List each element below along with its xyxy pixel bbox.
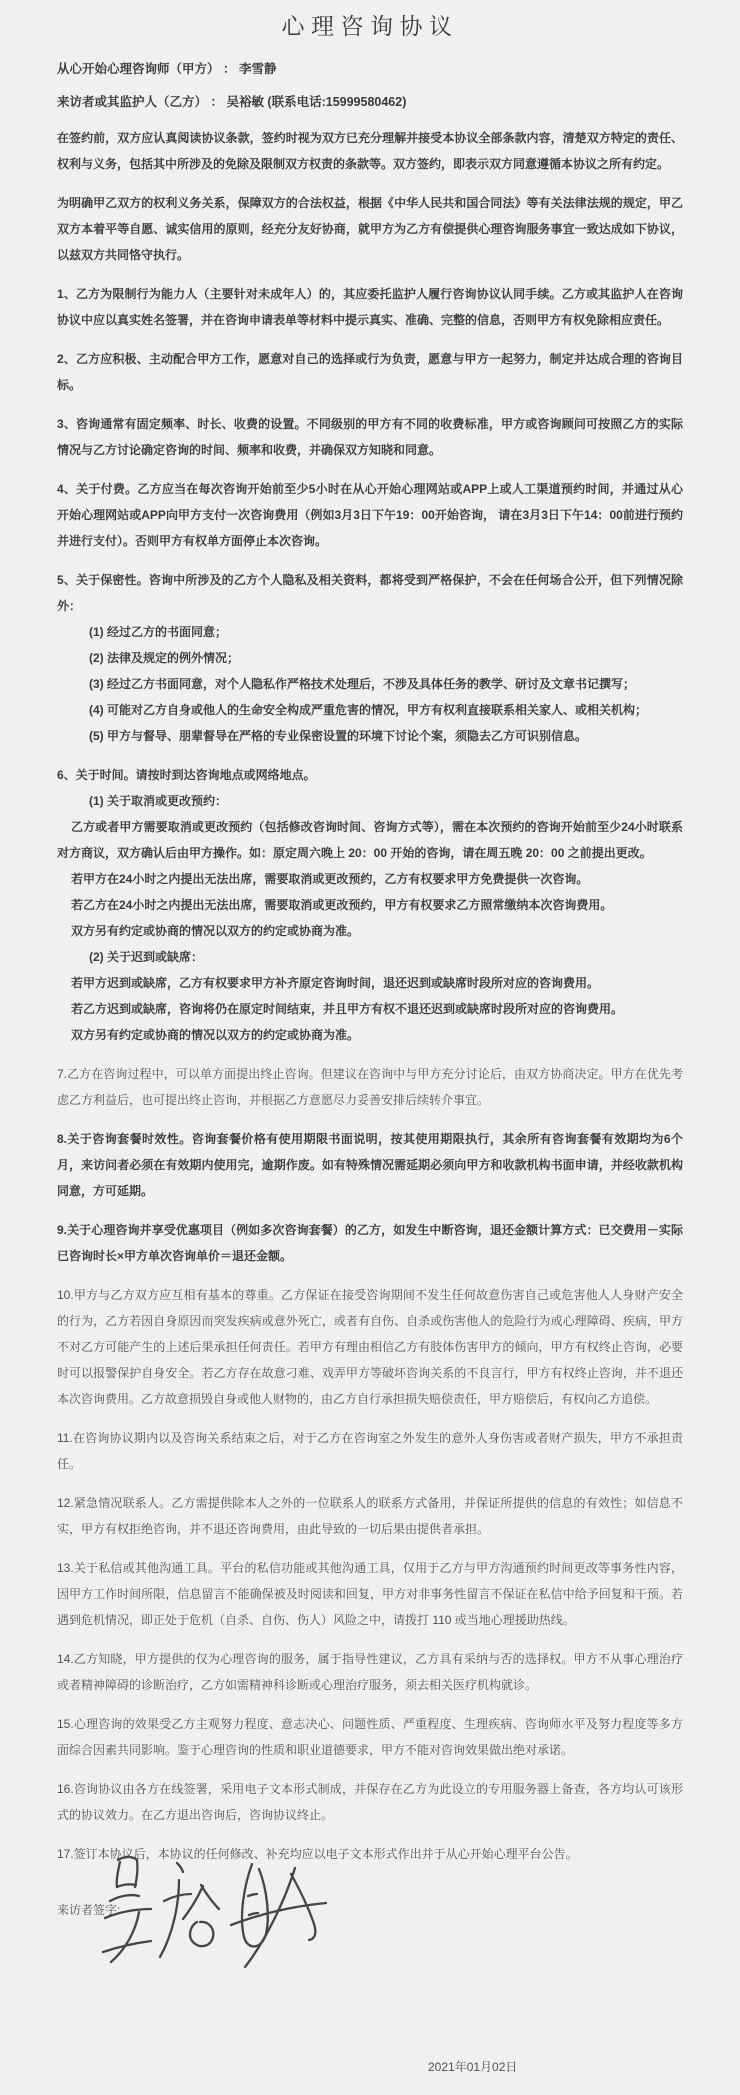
clause-paragraph: 12.紧急情况联系人。乙方需提供除本人之外的一位联系人的联系方式备用，并保证所提供的信息的有效性；如信息不实，甲方有权拒绝咨询，并不退还咨询费用，由此导致的一切后果由提供者承担。	[57, 1496, 683, 1536]
clause-paragraph: 若甲方迟到或缺席，乙方有权要求甲方补齐原定咨询时间，退还迟到或缺席时段所对应的咨询费用。	[71, 976, 600, 990]
clause-paragraph: 为明确甲乙双方的权利义务关系，保障双方的合法权益，根据《中华人民共和国合同法》等有关法律法规的规定，甲乙双方本着平等自愿、诚实信用的原则，经充分友好协商，就甲方为乙方有偿提供心理咨询服务事宜一致达成如下协议，以兹双方共同恪守执行。	[57, 196, 683, 262]
clause-paragraph: 双方另有约定或协商的情况以双方的约定或协商为准。	[71, 924, 360, 938]
clause-paragraph: 7.乙方在咨询过程中，可以单方面提出终止咨询。但建议在咨询中与甲方充分讨论后，由双方协商决定。甲方在优先考虑乙方利益后，也可提出终止咨询，并根据乙方意愿尽力妥善安排后续转介事宜。	[57, 1067, 683, 1107]
clause-paragraph: 1、乙方为限制行为能力人（主要针对未成年人）的，其应委托监护人履行咨询协议认同手续。乙方或其监护人在咨询协议中应以真实姓名签署，并在咨询申请表单等材料中提示真实、准确、完整的信息，否则甲方有权免除相应责任。	[57, 287, 683, 327]
clause-paragraph: (1) 经过乙方的书面同意；	[89, 625, 228, 639]
clause-paragraph: 11.在咨询协议期内以及咨询关系结束之后，对于乙方在咨询室之外发生的意外人身伤害或者财产损失，甲方不承担责任。	[57, 1431, 683, 1471]
clause-paragraph: 16.咨询协议由各方在线签署，采用电子文本形式制成，并保存在乙方为此设立的专用服务器上备查，各方均认可该形式的协议效力。在乙方退出咨询后，咨询协议终止。	[57, 1782, 683, 1822]
clause-paragraph: 2、乙方应积极、主动配合甲方工作，愿意对自己的选择或行为负责，愿意与甲方一起努力，制定并达成合理的咨询目标。	[57, 352, 683, 392]
clause-paragraph: 4、关于付费。乙方应当在每次咨询开始前至少5小时在从心开始心理网站或APP上或人工渠道预约时间，并通过从心开始心理网站或APP向甲方支付一次咨询费用（例如3月3日下午19：00开始咨询， 请在3月3日下午14：00前进行预约并进行支付）。否则甲方有权单方面停止本次咨询。	[57, 482, 683, 548]
clause-paragraph: 若甲方在24小时之内提出无法出席，需要取消或更改预约，乙方有权要求甲方免费提供一次咨询。	[71, 872, 589, 886]
clause-paragraph: 乙方或者甲方需要取消或更改预约（包括修改咨询时间、咨询方式等），需在本次预约的咨询开始前至少24小时联系对方商议，双方确认后由甲方操作。如：原定周六晚上 20：00 开始的咨询，请在周五晚 20：00 之前提出更改。	[57, 820, 683, 860]
clause-paragraph: (4) 可能对乙方自身或他人的生命安全构成严重危害的情况，甲方有权利直接联系相关家人、或相关机构；	[89, 703, 648, 717]
clause-paragraph: 在签约前，双方应认真阅读协议条款，签约时视为双方已充分理解并接受本协议全部条款内容，清楚双方特定的责任、权利与义务，包括其中所涉及的免除及限制双方权责的条款等。双方签约，即表示双方同意遵循本协议之所有约定。	[57, 131, 683, 171]
clause-paragraph: 17.签订本协议后，本协议的任何修改、补充均应以电子文本形式作出并于从心开始心理平台公告。	[57, 1847, 578, 1861]
signature-label: 来访者签字:	[57, 1903, 121, 1917]
clause-paragraph: (2) 法律及规定的例外情况；	[89, 651, 240, 665]
clause-paragraph: 5、关于保密性。咨询中所涉及的乙方个人隐私及相关资料，都将受到严格保护，不会在任何场合公开，但下列情况除外：	[57, 573, 683, 613]
clause-paragraph: 15.心理咨询的效果受乙方主观努力程度、意志决心、问题性质、严重程度、生理疾病、咨询师水平及努力程度等多方面综合因素共同影响。鉴于心理咨询的性质和职业道德要求，甲方不能对咨询效果做出绝对承诺。	[57, 1717, 683, 1757]
clause-paragraph: 双方另有约定或协商的情况以双方的约定或协商为准。	[71, 1028, 360, 1042]
party-b-line: 来访者或其监护人（乙方） ： 吴裕敏 (联系电话:15999580462)	[57, 95, 407, 109]
clause-paragraph: (5) 甲方与督导、朋辈督导在严格的专业保密设置的环境下讨论个案，须隐去乙方可识别信息。	[89, 729, 588, 743]
clause-paragraph: 14.乙方知晓，甲方提供的仅为心理咨询的服务，属于指导性建议，乙方具有采纳与否的选择权。甲方不从事心理治疗或者精神障碍的诊断治疗，乙方如需精神科诊断或心理治疗服务，须去相关医疗机构就诊。	[57, 1652, 683, 1692]
party-a-line: 从心开始心理咨询师（甲方） ： 李雪静	[57, 62, 277, 76]
page-title: 心理咨询协议	[281, 13, 459, 39]
agreement-date: 2021年01月02日	[428, 2060, 518, 2074]
clause-paragraph: 13.关于私信或其他沟通工具。平台的私信功能或其他沟通工具，仅用于乙方与甲方沟通预约时间更改等事务性内容，因甲方工作时间所限，信息留言不能确保被及时阅读和回复，甲方对非事务性留言不保证在私信中给予回复和干预。若遇到危机情况，即正处于危机（自杀、自伤、伤人）风险之中，请拨打 110 或当地心理援助热线。	[57, 1561, 683, 1627]
clause-paragraph: 8.关于咨询套餐时效性。咨询套餐价格有使用期限书面说明，按其使用期限执行，其余所有咨询套餐有效期均为6个月，来访问者必须在有效期内使用完，逾期作废。如有特殊情况需延期必须向甲方和收款机构书面申请，并经收款机构同意，方可延期。	[57, 1132, 683, 1198]
clause-paragraph: (3) 经过乙方书面同意，对个人隐私作严格技术处理后，不涉及具体任务的教学、研讨及文章书记撰写；	[89, 677, 636, 691]
clause-paragraph: (1) 关于取消或更改预约：	[89, 794, 228, 808]
clause-paragraph: 3、咨询通常有固定频率、时长、收费的设置。不同级别的甲方有不同的收费标准，甲方或咨询顾问可按照乙方的实际情况与乙方讨论确定咨询的时间、频率和收费，并确保双方知晓和同意。	[57, 417, 683, 457]
clause-paragraph: 若乙方在24小时之内提出无法出席，需要取消或更改预约，甲方有权要求乙方照常缴纳本次咨询费用。	[71, 898, 613, 912]
clauses-container	[57, 125, 683, 1867]
clause-paragraph: 10.甲方与乙方双方应互相有基本的尊重。乙方保证在接受咨询期间不发生任何故意伤害自己或危害他人人身财产安全的行为，乙方若因自身原因而突发疾病或意外死亡，或者有自伤、自杀或伤害他人的危险行为或心理障碍、疾病，甲方不对乙方可能产生的上述后果承担任何责任。若甲方有理由相信乙方有肢体伤害甲方的倾向，甲方有权终止咨询，必要时可以报警保护自身安全。若乙方存在故意刁难、戏弄甲方等破坏咨询关系的不良言行，甲方有权终止咨询，并不退还本次咨询费用。乙方故意损毁自身或他人财物的，由乙方自行承担损失赔偿责任，甲方赔偿后，有权向乙方追偿。	[57, 1288, 683, 1406]
clause-paragraph: 若乙方迟到或缺席，咨询将仍在原定时间结束，并且甲方有权不退还迟到或缺席时段所对应的咨询费用。	[71, 1002, 624, 1016]
clause-paragraph: 9.关于心理咨询并享受优惠项目（例如多次咨询套餐）的乙方，如发生中断咨询，退还金额计算方式：已交费用－实际已咨询时长×甲方单次咨询单价＝退还金额。	[57, 1223, 683, 1263]
clause-paragraph: 6、关于时间。请按时到达咨询地点或网络地点。	[57, 768, 316, 782]
visitor-signature-handwriting	[98, 1848, 338, 1983]
clause-paragraph: (2) 关于迟到或缺席：	[89, 950, 204, 964]
